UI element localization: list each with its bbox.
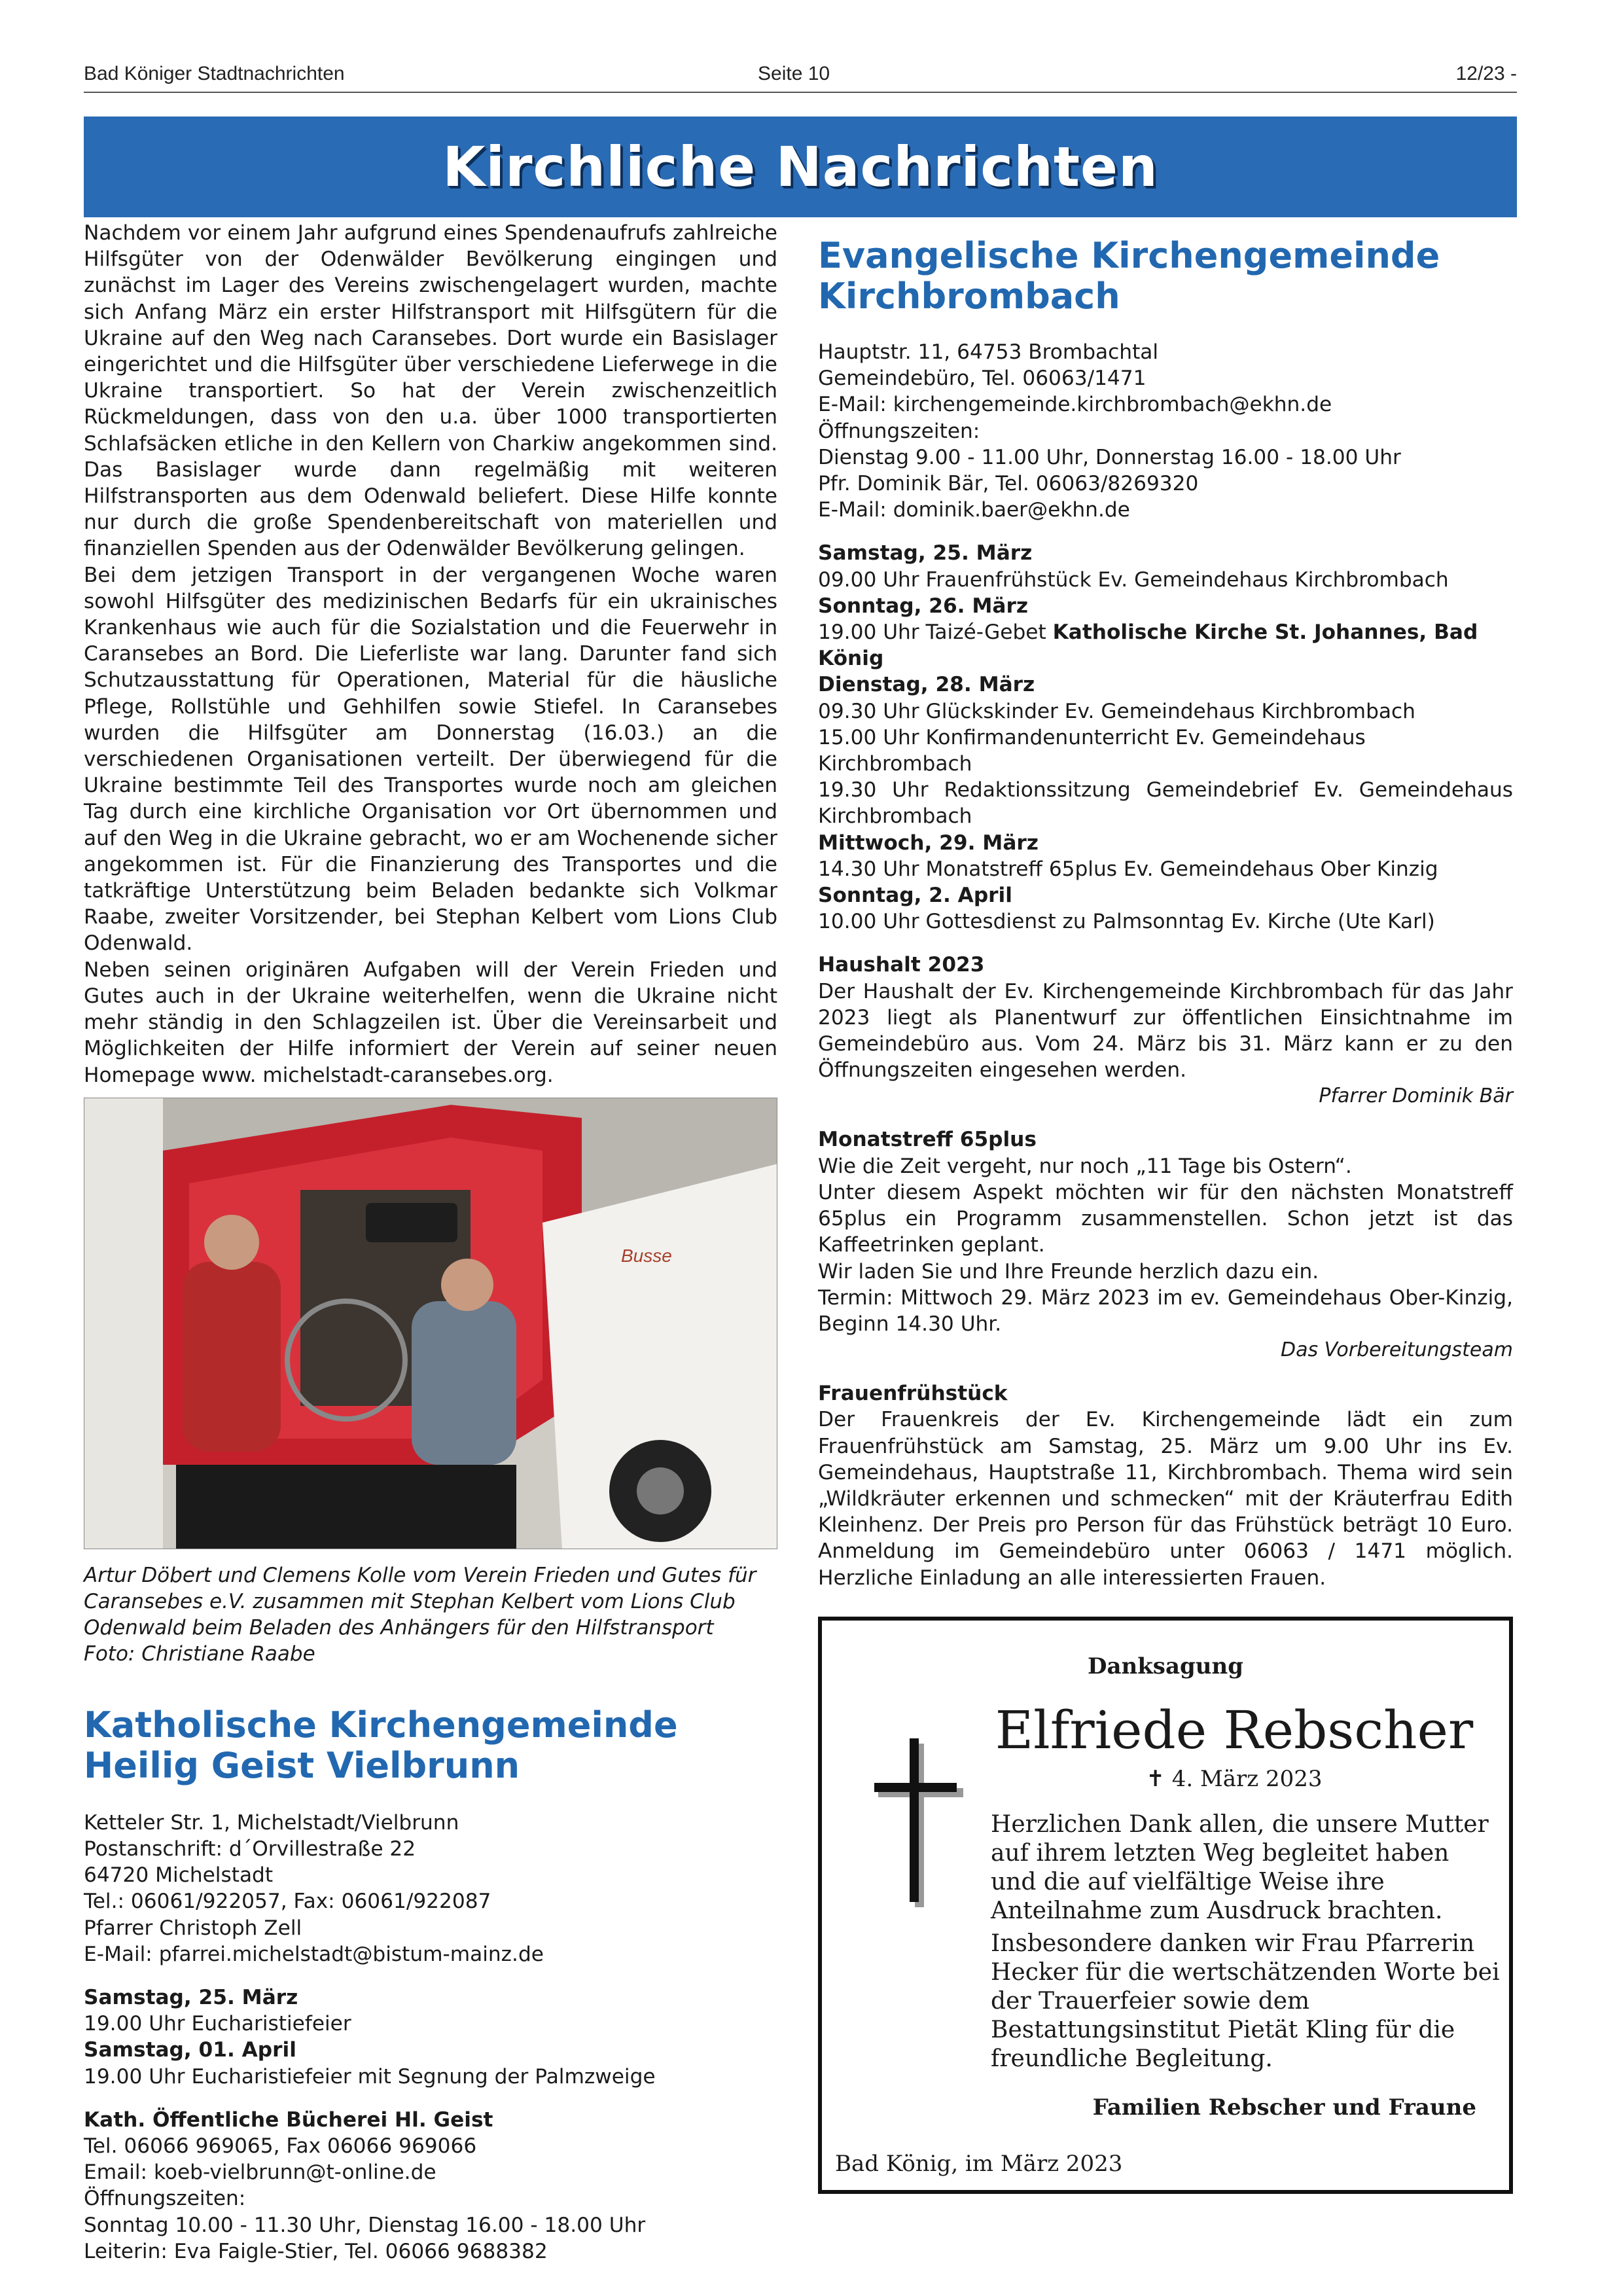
svg-text:Busse: Busse [621, 1245, 672, 1266]
kath-address-line: Ketteler Str. 1, Michelstadt/Vielbrunn [84, 1810, 459, 1835]
article-photo [84, 1098, 777, 1549]
obituary-name: Elfriede Rebscher [995, 1700, 1474, 1761]
obituary-date: ✝ 4. März 2023 [1146, 1766, 1323, 1792]
kath-address [84, 1810, 777, 1967]
issue-number: 12/23 - [1455, 63, 1517, 84]
kath-event: 19.00 Uhr Eucharistiefeier [84, 2012, 351, 2036]
haushalt-signature: Pfarrer Dominik Bär [1319, 1085, 1513, 1108]
publication-name: Bad Königer Stadtnachrichten [84, 63, 345, 84]
library-title: Kath. Öffentliche Bücherei Hl. Geist [84, 2108, 493, 2132]
frauen-notice [818, 1380, 1513, 1591]
ev-event: 10.00 Uhr Gottesdienst zu Palmsonntag Ev. Kirche (Ute Karl) [818, 910, 1435, 934]
library-line: Tel. 06066 969065, Fax 06066 969066 [84, 2134, 477, 2158]
right-column [818, 236, 1513, 1591]
ev-day: Sonntag, 2. April [818, 884, 1012, 908]
kath-address-line: 64720 Michelstadt [84, 1863, 274, 1888]
section-banner [84, 117, 1517, 217]
library-line: Öffnungszeiten: [84, 2187, 246, 2211]
monatstreff-notice [818, 1126, 1513, 1363]
ev-title-line2: Kirchbrombach [818, 276, 1120, 317]
obituary-families: Familien Rebscher und Fraune [1092, 2094, 1476, 2121]
section-title: Kirchliche Nachrichten [442, 135, 1158, 199]
ev-day: Sonntag, 26. März [818, 594, 1028, 618]
ev-day: Mittwoch, 29. März [818, 831, 1039, 855]
ev-address-line: Pfr. Dominik Bär, Tel. 06063/8269320 [818, 472, 1199, 496]
kath-schedule [84, 1984, 777, 2090]
page-header [84, 60, 1517, 93]
library-line: Sonntag 10.00 - 11.30 Uhr, Dienstag 16.00 - 18.00 Uhr [84, 2213, 646, 2237]
monatstreff-line: Termin: Mittwoch 29. März 2023 im ev. Gemeindehaus Ober-Kinzig, Beginn 14.30 Uhr. [818, 1285, 1513, 1336]
monatstreff-signature: Das Vorbereitungsteam [1280, 1338, 1513, 1362]
ev-address-line: E-Mail: kirchengemeinde.kirchbrombach@ekhn.de [818, 393, 1332, 417]
kath-parish-title [84, 1705, 777, 1786]
left-column [84, 220, 777, 2265]
ev-day: Samstag, 25. März [818, 541, 1033, 565]
obituary-text: Insbesondere danken wir Frau Pfarrerin Hecker für die wertschätzenden Worte bei der Trauerfeier sowie dem Bestattungsinstitut Pietät Kling für die freundliche Begleitung. [991, 1930, 1500, 2072]
photo-credit: Foto: Christiane Raabe [84, 1641, 315, 1666]
kath-title-line2: Heilig Geist Vielbrunn [84, 1744, 520, 1786]
kath-address-line: Tel.: 06061/922057, Fax: 06061/922087 [84, 1890, 491, 1914]
haushalt-notice [818, 952, 1513, 1109]
haushalt-text: Der Haushalt der Ev. Kirchengemeinde Kirchbrombach für das Jahr 2023 liegt als Planentwurf zur öffentlichen Einsichtnahme im Gemeindebüro aus. Vom 24. März bis 31. März kann er zu den Öffnungszeiten eingesehen werden. [818, 979, 1513, 1083]
kath-day: Samstag, 01. April [84, 2038, 296, 2062]
ev-schedule [818, 540, 1513, 935]
kath-address-line: Postanschrift: d´Orvillestraße 22 [84, 1837, 416, 1861]
ev-event: 15.00 Uhr Konfirmandenunterricht Ev. Gemeindehaus Kirchbrombach [818, 725, 1366, 776]
ev-parish-title [818, 236, 1513, 317]
haushalt-title: Haushalt 2023 [818, 953, 985, 977]
article-paragraph-1: Nachdem vor einem Jahr aufgrund eines Spendenaufrufs zahlreiche Hilfsgüter von der Odenwälder Bevölkerung eingingen und zunächst im Lager des Vereins zwischengelagert wurden, machte sich Anfang März ein erster Hilfstransport mit Hilfsgütern für die Ukraine auf den Weg nach Caransebes. Dort wurde ein Basislager eingerichtet und die Hilfsgüter über verschiedene Lieferwege in die Ukraine transportiert. So hat der Verein zwischenzeitlich Rückmeldungen, dass von den u.a. über 1000 transportierten Schlafsäcken etliche in den Kellern von Charkiw angekommen sind. Das Basislager wurde dann regelmäßig mit weiteren Hilfstransporten aus dem Odenwald beliefert. Diese Hilfe konnte nur durch die große Spendenbereitschaft von materiellen und finanziellen Spenden aus der Odenwälder Bevölkerung gelingen. [84, 221, 777, 561]
ev-event [818, 619, 1513, 672]
obituary-heading: Danksagung [1088, 1653, 1243, 1679]
ev-address [818, 339, 1513, 523]
page-number: Seite 10 [758, 63, 830, 84]
frauen-text: Der Frauenkreis der Ev. Kirchengemeinde lädt ein zum Frauenfrühstück am Samstag, 25. März um 9.00 Uhr ins Ev. Gemeindehaus, Hauptstraße 11, Kirchbrombach. Thema wird sein „Wildkräuter erkennen und schmecken“ mit der Kräuterfrau Edith Kleinhenz. Der Preis pro Person für das Frühstück beträgt 10 Euro. Anmeldung im Gemeindebüro unter 06063 / 1471 möglich. Herzliche Einladung an alle interessierten Frauen. [818, 1408, 1513, 1590]
ev-event: 14.30 Uhr Monatstreff 65plus Ev. Gemeindehaus Ober Kinzig [818, 857, 1438, 881]
monatstreff-line: Wie die Zeit vergeht, nur noch „11 Tage bis Ostern“. [818, 1154, 1352, 1178]
kath-event: 19.00 Uhr Eucharistiefeier mit Segnung der Palmzweige [84, 2064, 656, 2089]
library-info [84, 2107, 777, 2265]
photo-illustration [84, 1098, 777, 1549]
ev-day: Dienstag, 28. März [818, 673, 1035, 697]
kath-day: Samstag, 25. März [84, 1985, 298, 2009]
monatstreff-line: Wir laden Sie und Ihre Freunde herzlich dazu ein. [818, 1259, 1319, 1283]
ev-event: 09.00 Uhr Frauenfrühstück Ev. Gemeindehaus Kirchbrombach [818, 567, 1449, 592]
obituary-text: Herzlichen Dank allen, die unsere Mutter auf ihrem letzten Weg begleitet haben und die auf vielfältige Weise ihre Anteilnahme zum Ausdruck brachten. [991, 1811, 1489, 1924]
ev-event: 09.30 Uhr Glückskinder Ev. Gemeindehaus Kirchbrombach [818, 699, 1415, 723]
article-paragraph-3: Neben seinen originären Aufgaben will der Verein Frieden und Gutes auch in der Ukraine weiterhelfen, wenn die Ukraine nicht mehr ständig in den Schlagzeilen ist. Über die Vereinsarbeit und Möglichkeiten der Hilfe informiert der Verein auf seiner neuen Homepage www. michelstadt-caransebes.org. [84, 958, 777, 1087]
obituary-place-date: Bad König, im März 2023 [835, 2151, 1123, 2177]
ev-event-location: Katholische Kirche St. Johannes, Bad König [818, 620, 1478, 671]
monatstreff-line: Unter diesem Aspekt möchten wir für den nächsten Monatstreff 65plus ein Programm zusammenstellen. Schon jetzt ist das Kaffeetrinken geplant. [818, 1180, 1513, 1257]
ev-title-line1: Evangelische Kirchengemeinde [818, 235, 1440, 276]
kath-address-line: E-Mail: pfarrei.michelstadt@bistum-mainz.de [84, 1942, 544, 1966]
obituary-notice [818, 1617, 1513, 2194]
ev-event-text: 19.00 Uhr Taizé-Gebet [818, 620, 1053, 645]
monatstreff-title: Monatstreff 65plus [818, 1128, 1037, 1152]
frauen-title: Frauenfrühstück [818, 1382, 1008, 1406]
kath-title-line1: Katholische Kirchengemeinde [84, 1704, 678, 1746]
photo-caption-text: Artur Döbert und Clemens Kolle vom Verein Frieden und Gutes für Caransebes e.V. zusammen mit Stephan Kelbert vom Lions Club Odenwald beim Beladen des Anhängers für den Hilfstransport [84, 1563, 756, 1640]
photo-caption [84, 1562, 777, 1667]
obituary-message [991, 1810, 1501, 2073]
article-paragraph-2: Bei dem jetzigen Transport in der vergangenen Woche waren sowohl Hilfsgüter des medizinischen Bedarfs für ein ukrainisches Krankenhaus wie auch für die Sozialstation und die Feuerwehr in Caransebes an Bord. Die Lieferliste war lang. Darunter fand sich Schutzausstattung für Operationen, Material für die häusliche Pflege, Rollstühle und Gehhilfen sowie Stiefel. In Caransebes wurden die Hilfsgüter am Donnerstag (16.03.) an die verschiedenen Organisationen verteilt. Der überwiegend für die Ukraine bestimmte Teil des Transportes wurde noch am gleichen Tag durch eine kirchliche Organisation vor Ort übernommen und auf den Weg in die Ukraine gebracht, wo er am Wochenende sicher angekommen ist. Für die Finanzierung des Transportes und die tatkräftige Unterstützung beim Beladen bedankte sich Volkmar Raabe, zweiter Vorsitzender, bei Stephan Kelbert vom Lions Club Odenwald. [84, 563, 777, 956]
library-line: Leiterin: Eva Faigle-Stier, Tel. 06066 9688382 [84, 2239, 548, 2263]
ev-address-line: Dienstag 9.00 - 11.00 Uhr, Donnerstag 16.00 - 18.00 Uhr [818, 445, 1401, 469]
kath-address-line: Pfarrer Christoph Zell [84, 1916, 302, 1940]
ev-address-line: Öffnungszeiten: [818, 419, 980, 443]
ev-event: 19.30 Uhr Redaktionssitzung Gemeindebrief Ev. Gemeindehaus Kirchbrombach [818, 778, 1513, 829]
ev-address-line: E-Mail: dominik.baer@ekhn.de [818, 498, 1130, 522]
ev-address-line: Gemeindebüro, Tel. 06063/1471 [818, 367, 1147, 391]
cross-icon [874, 1737, 972, 1907]
ev-address-line: Hauptstr. 11, 64753 Brombachtal [818, 340, 1159, 364]
library-line: Email: koeb-vielbrunn@t-online.de [84, 2161, 436, 2185]
